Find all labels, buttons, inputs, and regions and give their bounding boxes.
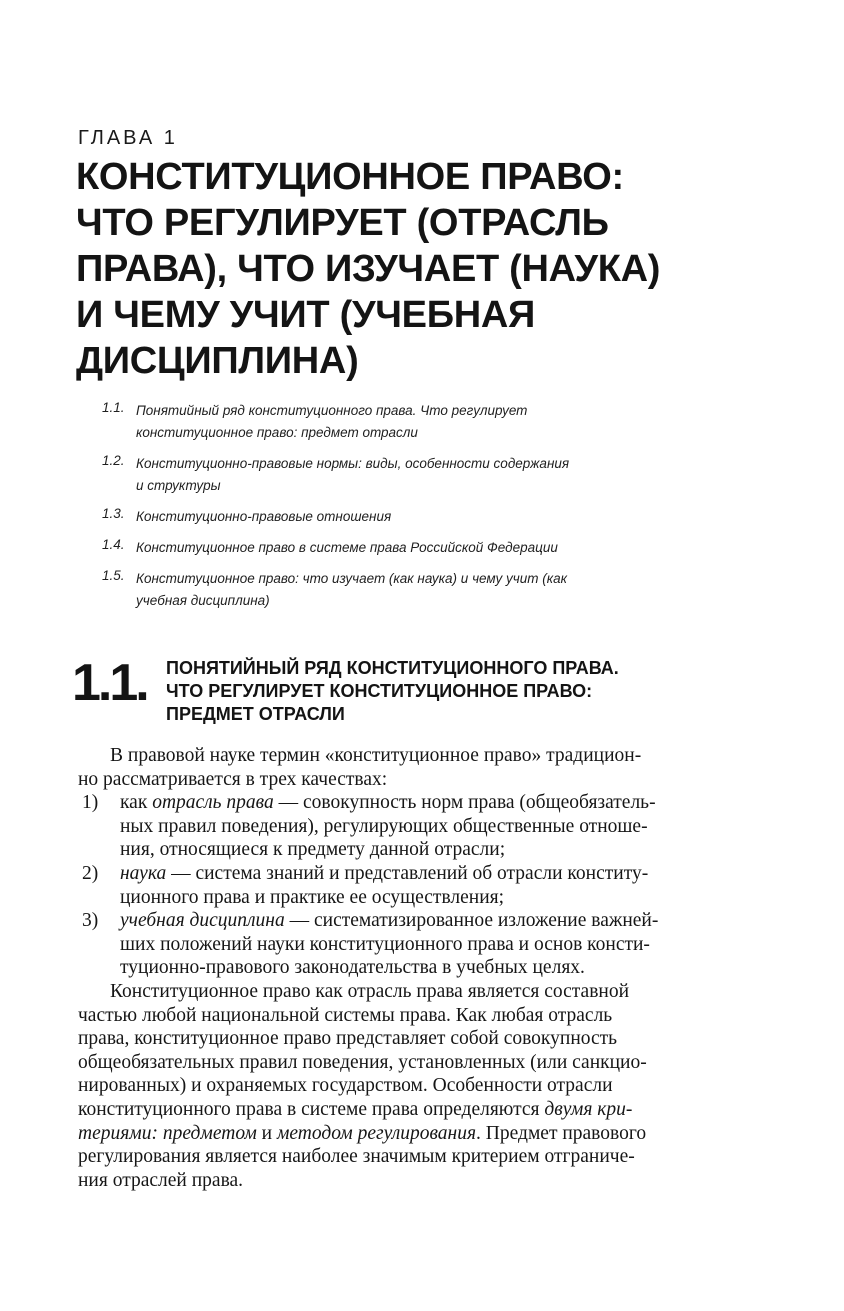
toc-item <box>102 568 702 612</box>
toc-spacer <box>102 528 702 537</box>
toc-number: 1.2. <box>102 453 125 468</box>
list-definition: — система знаний и представлений об отрасли конститу- <box>166 862 649 884</box>
section-title-line: ПРЕДМЕТ ОТРАСЛИ <box>166 704 345 724</box>
list-definition: — систематизированное изложение важней- <box>284 910 659 932</box>
section-title-line: ЧТО РЕГУЛИРУЕТ КОНСТИТУЦИОННОЕ ПРАВО: <box>166 681 593 701</box>
list-definition: — совокупность норм права (общеобязатель- <box>273 792 656 814</box>
list-number: 1) <box>82 792 99 814</box>
paragraph-line: частью любой национальной системы права. Как любая отрасль <box>78 1004 613 1026</box>
paragraph-line: В правовой науке термин «конституционное право» традицион- <box>110 745 642 766</box>
list-prefix: как <box>120 792 153 814</box>
section-number: 1.1. <box>72 654 147 712</box>
section-title <box>166 657 619 726</box>
list-line: ния, относящиеся к предмету данной отрасли; <box>120 839 506 861</box>
toc-spacer <box>102 497 702 506</box>
toc-number: 1.1. <box>102 400 125 415</box>
chapter-title-line: И ЧЕМУ УЧИТ (УЧЕБНАЯ <box>76 294 536 336</box>
paragraph-line: нированных) и охраняемых государством. Особенности отрасли <box>78 1075 613 1097</box>
toc-spacer <box>102 559 702 568</box>
toc-item <box>102 453 702 497</box>
paragraph-line <box>78 1098 734 1122</box>
list-item <box>78 909 734 980</box>
list-term: наука <box>120 862 167 884</box>
chapter-label: ГЛАВА 1 <box>78 127 178 149</box>
toc-text: Конституционно-правовые нормы: виды, особенности содержания <box>136 456 570 471</box>
emphasis-text: териями: предметом <box>78 1122 257 1144</box>
chapter-contents <box>102 400 702 612</box>
toc-number: 1.5. <box>102 568 125 583</box>
list-number: 2) <box>82 862 99 884</box>
list-line: ных правил поведения), регулирующих общественные отноше- <box>120 815 648 837</box>
paragraph-text: конституционного права в системе права определяются <box>78 1098 545 1120</box>
paragraph-line: общеобязательных правил поведения, установленных (или санкцио- <box>78 1051 647 1073</box>
paragraph-line: Конституционное право как отрасль права является составной <box>110 980 630 1002</box>
paragraph-line: ния отраслей права. <box>78 1169 244 1191</box>
paragraph-text: . Предмет правового <box>476 1122 647 1144</box>
chapter-title-line: ДИСЦИПЛИНА) <box>76 340 359 382</box>
chapter-title-line: ПРАВА), ЧТО ИЗУЧАЕТ (НАУКА) <box>76 248 661 290</box>
list-term: учебная дисциплина <box>120 910 285 932</box>
chapter-title-line: ЧТО РЕГУЛИРУЕТ (ОТРАСЛЬ <box>76 202 609 244</box>
list-term: отрасль права <box>152 792 274 814</box>
chapter-title-line: КОНСТИТУЦИОННОЕ ПРАВО: <box>76 156 624 198</box>
emphasis-text: методом регулирования <box>276 1122 477 1144</box>
toc-number: 1.3. <box>102 506 125 521</box>
list-line: ших положений науки конституционного права и основ консти- <box>120 933 650 955</box>
paragraph-line: но рассматривается в трех качествах: <box>78 768 388 790</box>
emphasis-text: двумя кри- <box>544 1098 633 1120</box>
toc-text: Понятийный ряд конституционного права. Что регулирует <box>136 403 528 418</box>
paragraph-line: права, конституционное право представляет собой совокупность <box>78 1028 618 1050</box>
list-item <box>78 862 734 909</box>
list-line: туционно-правового законодательства в учебных целях. <box>120 957 585 979</box>
toc-item <box>102 506 702 528</box>
body-text <box>78 744 734 1192</box>
list-line: ционного права и практике ее осуществления; <box>120 886 505 908</box>
toc-text: конституционное право: предмет отрасли <box>136 425 418 440</box>
paragraph-line: регулирования является наиболее значимым критерием отграниче- <box>78 1146 635 1168</box>
list-number: 3) <box>82 910 99 932</box>
list-item <box>78 791 734 862</box>
toc-text: Конституционное право: что изучает (как наука) и чему учит (как <box>136 571 568 586</box>
toc-text: и структуры <box>136 478 221 493</box>
section-title-line: ПОНЯТИЙНЫЙ РЯД КОНСТИТУЦИОННОГО ПРАВА. <box>166 658 619 678</box>
paragraph-line <box>78 1122 734 1146</box>
toc-number: 1.4. <box>102 537 125 552</box>
toc-item <box>102 537 702 559</box>
chapter-title <box>76 154 796 384</box>
toc-text: Конституционное право в системе права Российской Федерации <box>136 540 558 555</box>
toc-spacer <box>102 444 702 453</box>
toc-item <box>102 400 702 444</box>
toc-text: Конституционно-правовые отношения <box>136 509 392 524</box>
paragraph-text: и <box>256 1122 277 1144</box>
toc-text: учебная дисциплина) <box>136 593 270 608</box>
